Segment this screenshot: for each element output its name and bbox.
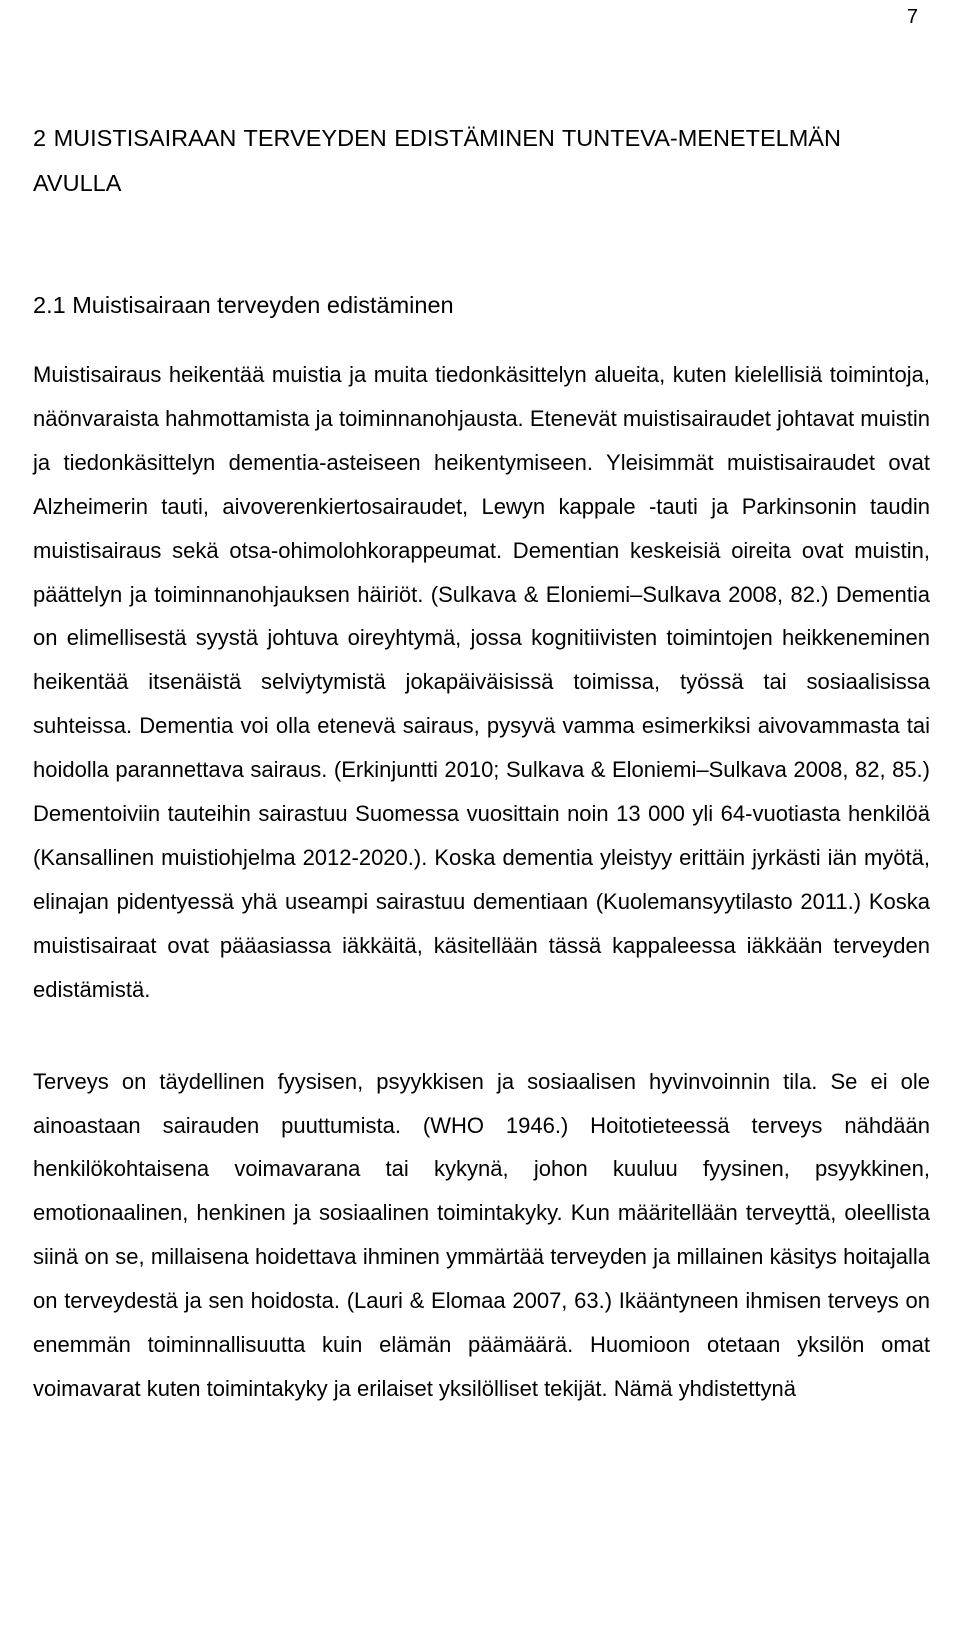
- section-heading: 2.1 Muistisairaan terveyden edistäminen: [33, 292, 454, 318]
- chapter-heading: 2 MUISTISAIRAAN TERVEYDEN EDISTÄMINEN TUNTEVA-MENETELMÄN AVULLA: [33, 125, 841, 196]
- body-paragraph-2: Terveys on täydellinen fyysisen, psyykkisen ja sosiaalisen hyvinvoinnin tila. Se ei ole ainoastaan sairauden puuttumista. (WHO 1946.) Hoitotieteessä terveys nähdään henkilökohtaisena voimavarana tai kykynä, johon kuuluu fyysinen, psyykkinen, emotionaalinen, henkinen ja sosiaalinen toimintakyky. Kun määritellään terveyttä, oleellista siinä on se, millaisena hoidettava ihminen ymmärtää terveyden ja millainen käsitys hoitajalla on terveydestä ja sen hoidosta. (Lauri & Elomaa 2007, 63.) Ikääntyneen ihmisen terveys on enemmän toiminnallisuutta kuin elämän päämäärä. Huomioon otetaan yksilön omat voimavarat kuten toimintakyky ja erilaiset yksilölliset tekijät. Nämä yhdistettynä: [33, 1068, 930, 1401]
- page-number: 7: [906, 6, 918, 28]
- document-body: [33, 116, 930, 1411]
- body-paragraph-1: Muistisairaus heikentää muistia ja muita tiedonkäsittelyn alueita, kuten kielellisiä toimintoja, näönvaraista hahmottamista ja toiminnanohjausta. Etenevät muistisairaudet johtavat muistin ja tiedonkäsittelyn dementia-asteiseen heikentymiseen. Yleisimmät muistisairaudet ovat Alzheimerin tauti, aivoverenkiertosairaudet, Lewyn kappale -tauti ja Parkinsonin taudin muistisairaus sekä otsa-ohimolohkorappeumat. Dementian keskeisiä oireita ovat muistin, päättelyn ja toiminnanohjauksen häiriöt. (Sulkava & Eloniemi–Sulkava 2008, 82.) Dementia on elimellisestä syystä johtuva oireyhtymä, jossa kognitiivisten toimintojen heikkeneminen heikentää itsenäistä selviytymistä jokapäiväisissä toimissa, työssä tai sosiaalisissa suhteissa. Dementia voi olla etenevä sairaus, pysyvä vamma esimerkiksi aivovammasta tai hoidolla parannettava sairaus. (Erkinjuntti 2010; Sulkava & Eloniemi–Sulkava 2008, 82, 85.) Dementoiviin tauteihin sairastuu Suomessa vuosittain noin 13 000 yli 64-vuotiasta henkilöä (Kansallinen muistiohjelma 2012-2020.). Koska dementia yleistyy erittäin jyrkästi iän myötä, elinajan pidentyessä yhä useampi sairastuu dementiaan (Kuolemansyytilasto 2011.) Koska muistisairaat ovat pääasiassa iäkkäitä, käsitellään tässä kappaleessa iäkkään terveyden edistämistä.: [33, 362, 930, 1002]
